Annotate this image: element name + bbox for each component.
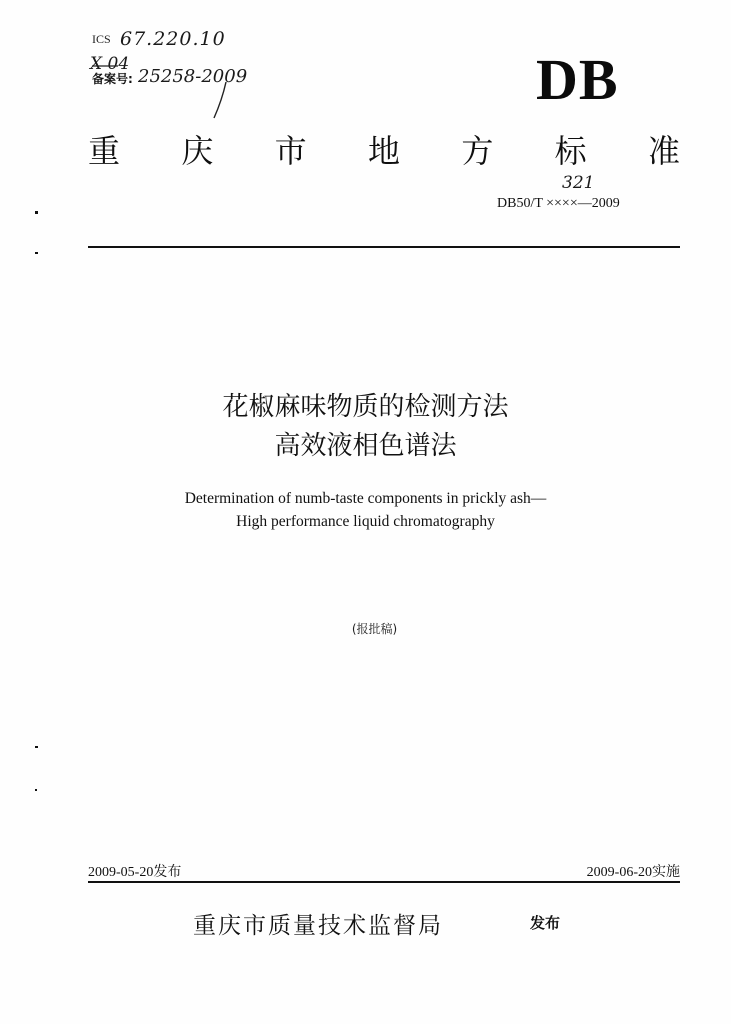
scan-mark xyxy=(35,746,38,748)
standard-type-char: 准 xyxy=(647,132,680,170)
ics-label: ICS xyxy=(92,32,111,46)
title-english-line-1: Determination of numb-taste components in prickly ash— xyxy=(184,490,547,507)
title-english-line-2: High performance liquid chromatography xyxy=(236,513,495,530)
draft-status: (报批稿) xyxy=(351,622,398,636)
standard-type-char: 庆 xyxy=(181,132,214,170)
standard-type-char: 方 xyxy=(461,132,494,170)
ics-code-handwritten: 67.220.10 xyxy=(120,28,226,50)
scan-mark xyxy=(35,211,38,214)
filing-number-label: 备案号: xyxy=(92,72,133,86)
scan-mark xyxy=(35,252,38,254)
issuer-suffix: 发布 xyxy=(530,914,561,932)
db-logo: DB xyxy=(536,47,619,112)
effective-date: 2009-06-20实施 xyxy=(586,865,680,880)
standard-type-char: 标 xyxy=(554,132,587,170)
title-chinese-line-1: 花椒麻味物质的检测方法 xyxy=(222,392,509,422)
filing-number-handwritten: 25258-2009 xyxy=(138,66,248,87)
classification-code-handwritten: X 04 xyxy=(90,54,130,74)
header-divider xyxy=(88,246,680,248)
standard-serial-handwritten: 321 xyxy=(562,173,595,193)
footer-divider xyxy=(88,881,680,883)
standard-number: DB50/T ××××—2009 xyxy=(497,196,620,211)
standard-type-char: 市 xyxy=(274,132,307,170)
issue-date: 2009-05-20发布 xyxy=(88,865,182,880)
scan-mark xyxy=(35,789,37,791)
title-chinese-line-2: 高效液相色谱法 xyxy=(274,431,457,461)
standard-type-char: 重 xyxy=(88,132,121,170)
issuing-authority: 重庆市质量技术监督局 xyxy=(193,913,443,939)
handwritten-stroke xyxy=(0,0,731,140)
standard-type-heading xyxy=(88,126,680,176)
standard-type-char: 地 xyxy=(367,132,400,170)
